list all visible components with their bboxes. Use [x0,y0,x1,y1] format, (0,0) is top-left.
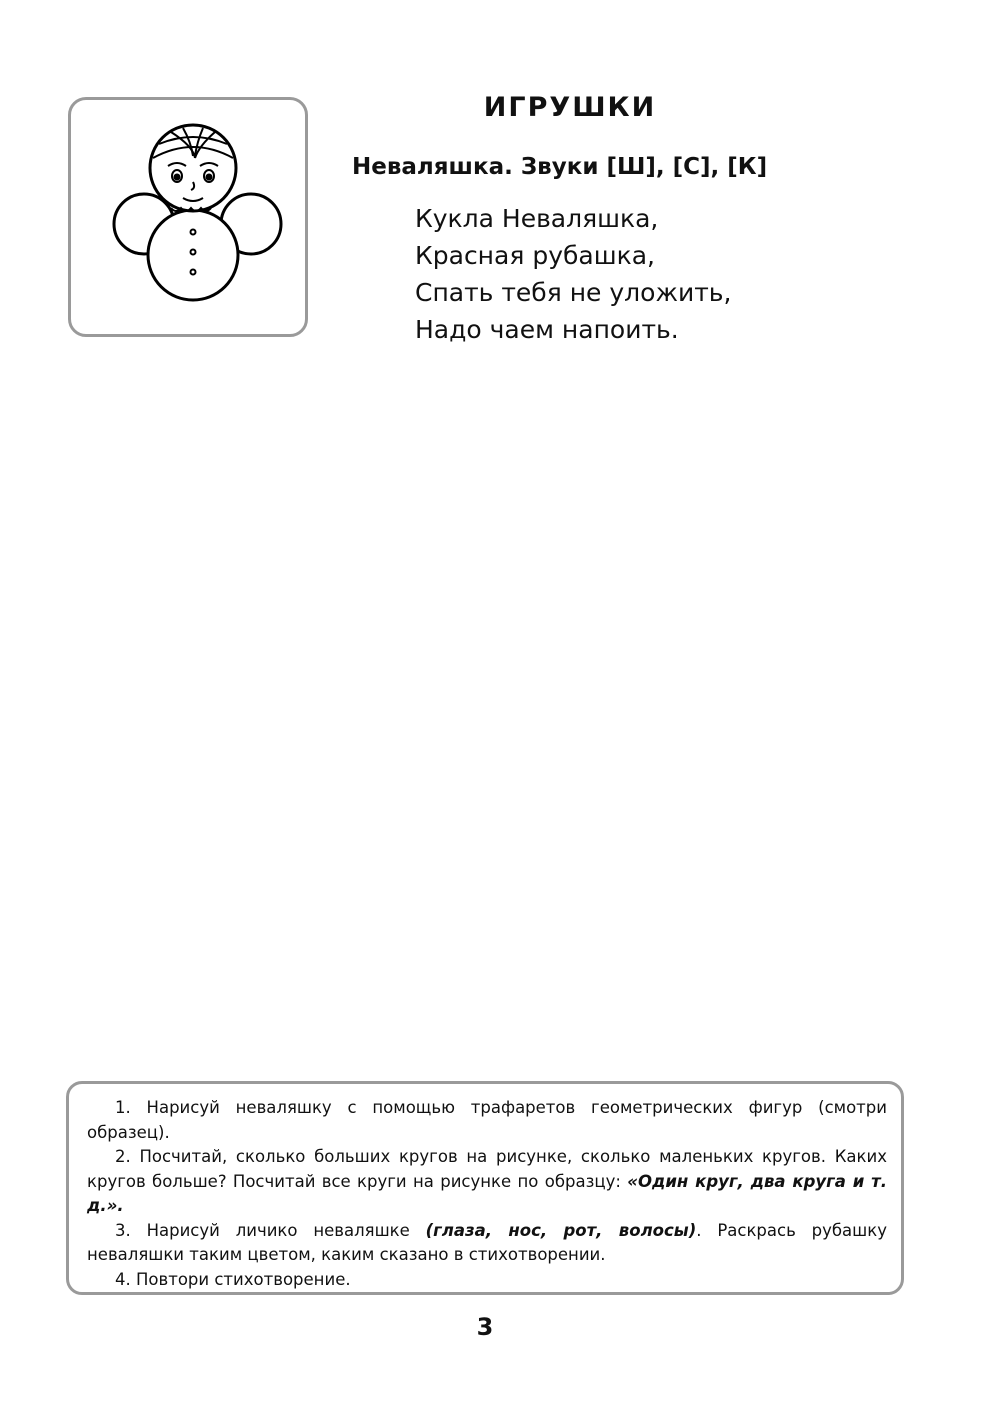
task-2 [87,1145,887,1219]
task-3 [87,1219,887,1268]
task-3-text-end: . Раскрась рубашку неваляшки таким цветом, каким сказано в стихотворении. [87,1220,887,1264]
task-3-text: 3. Нарисуй личико неваляшке [115,1220,426,1240]
task-1: 1. Нарисуй неваляшку с помощью трафаретов геометрических фигур (смотри образец). [87,1098,887,1142]
poem-line: Спать тебя не уложить, [415,278,732,307]
task-3-hint: (глаза, нос, рот, волосы) [425,1220,697,1240]
poem-line: Кукла Неваляшка, [415,204,659,233]
task-4: 4. Повтори стихотворение. [115,1269,351,1289]
page-title: ИГРУШКИ [483,92,657,123]
illustration-frame [68,97,308,337]
page-number: 3 [476,1313,494,1341]
poem-line: Красная рубашка, [415,241,655,270]
roly-poly-doll-icon [71,100,311,340]
poem [415,200,731,348]
task-2-end: . [117,1196,124,1215]
task-2-example: «Один круг, два круга и т. д.» [87,1171,887,1215]
poem-line: Надо чаем напоить. [415,315,679,344]
section-subtitle: Неваляшка. Звуки [Ш], [С], [К] [352,154,768,180]
task-2-text: 2. Посчитай, сколько больших кругов на рисунке, сколько маленьких кругов. Каких кругов больше? Посчитай все круги на рисунке по образцу: [87,1147,887,1191]
tasks-box [66,1081,904,1295]
